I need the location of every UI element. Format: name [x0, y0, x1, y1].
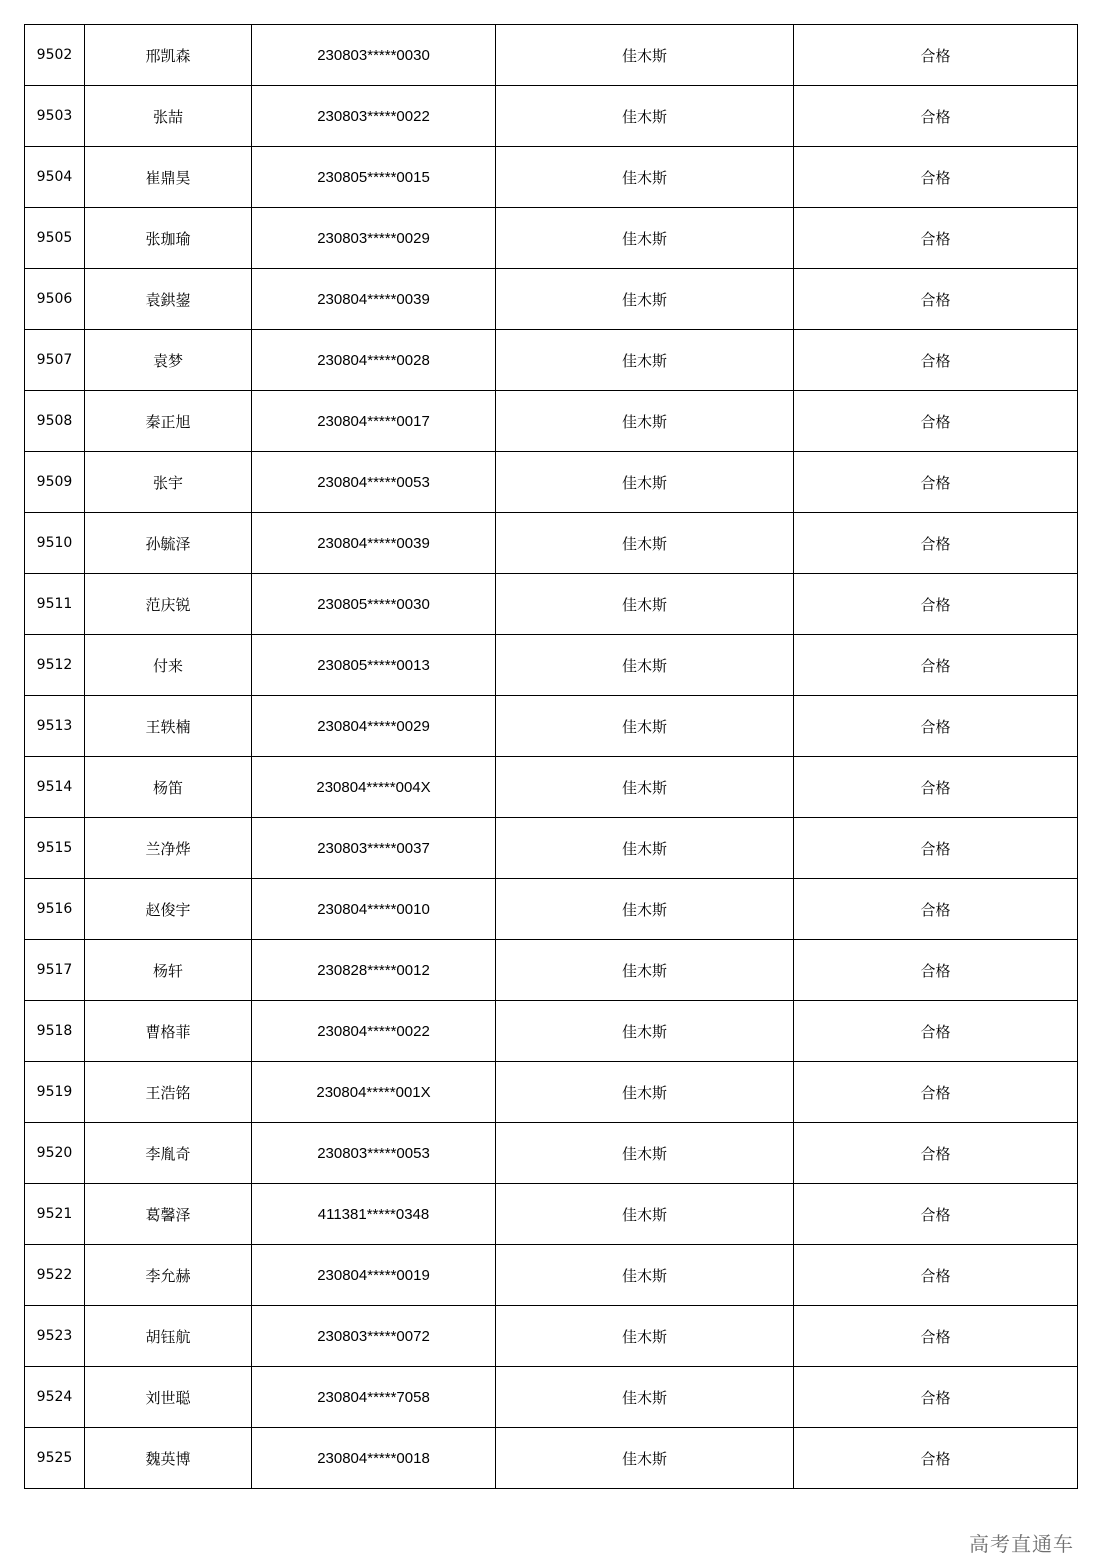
student-name: 张宇: [85, 452, 252, 513]
student-name: 邢凯森: [85, 25, 252, 86]
city: 佳木斯: [496, 330, 794, 391]
city: 佳木斯: [496, 1428, 794, 1489]
result-status: 合格: [794, 1245, 1078, 1306]
result-status: 合格: [794, 147, 1078, 208]
city: 佳木斯: [496, 757, 794, 818]
table-row: [25, 513, 1078, 574]
student-name: 张珈瑜: [85, 208, 252, 269]
result-status: 合格: [794, 574, 1078, 635]
id-number: 230804*****0018: [252, 1428, 496, 1489]
student-name: 杨轩: [85, 940, 252, 1001]
result-status: 合格: [794, 635, 1078, 696]
table-row: [25, 1306, 1078, 1367]
row-number: 9504: [25, 147, 85, 208]
student-name: 李胤奇: [85, 1123, 252, 1184]
row-number: 9520: [25, 1123, 85, 1184]
table-row: [25, 147, 1078, 208]
table-row: [25, 696, 1078, 757]
result-status: 合格: [794, 940, 1078, 1001]
city: 佳木斯: [496, 1123, 794, 1184]
result-status: 合格: [794, 1184, 1078, 1245]
student-name: 兰净烨: [85, 818, 252, 879]
student-name: 刘世聪: [85, 1367, 252, 1428]
result-status: 合格: [794, 1367, 1078, 1428]
student-name: 付来: [85, 635, 252, 696]
city: 佳木斯: [496, 940, 794, 1001]
table-row: [25, 452, 1078, 513]
result-status: 合格: [794, 208, 1078, 269]
row-number: 9518: [25, 1001, 85, 1062]
table-row: [25, 391, 1078, 452]
results-table-body: [25, 25, 1078, 1489]
student-name: 魏英博: [85, 1428, 252, 1489]
city: 佳木斯: [496, 574, 794, 635]
row-number: 9516: [25, 879, 85, 940]
row-number: 9510: [25, 513, 85, 574]
result-status: 合格: [794, 1428, 1078, 1489]
result-status: 合格: [794, 269, 1078, 330]
student-name: 秦正旭: [85, 391, 252, 452]
city: 佳木斯: [496, 696, 794, 757]
table-row: [25, 86, 1078, 147]
table-row: [25, 879, 1078, 940]
student-name: 曹格菲: [85, 1001, 252, 1062]
row-number: 9524: [25, 1367, 85, 1428]
student-name: 范庆锐: [85, 574, 252, 635]
table-row: [25, 1428, 1078, 1489]
row-number: 9517: [25, 940, 85, 1001]
student-name: 王轶楠: [85, 696, 252, 757]
id-number: 230804*****0029: [252, 696, 496, 757]
id-number: 230804*****0017: [252, 391, 496, 452]
result-status: 合格: [794, 1062, 1078, 1123]
table-row: [25, 1367, 1078, 1428]
table-row: [25, 1184, 1078, 1245]
city: 佳木斯: [496, 208, 794, 269]
table-row: [25, 330, 1078, 391]
student-name: 张喆: [85, 86, 252, 147]
result-status: 合格: [794, 86, 1078, 147]
student-name: 李允赫: [85, 1245, 252, 1306]
row-number: 9503: [25, 86, 85, 147]
result-status: 合格: [794, 513, 1078, 574]
row-number: 9525: [25, 1428, 85, 1489]
row-number: 9515: [25, 818, 85, 879]
result-status: 合格: [794, 1123, 1078, 1184]
id-number: 230804*****0022: [252, 1001, 496, 1062]
row-number: 9502: [25, 25, 85, 86]
row-number: 9519: [25, 1062, 85, 1123]
student-name: 葛馨泽: [85, 1184, 252, 1245]
id-number: 230804*****0039: [252, 269, 496, 330]
student-name: 王浩铭: [85, 1062, 252, 1123]
row-number: 9513: [25, 696, 85, 757]
table-row: [25, 635, 1078, 696]
result-status: 合格: [794, 330, 1078, 391]
result-status: 合格: [794, 879, 1078, 940]
row-number: 9512: [25, 635, 85, 696]
student-name: 袁鉷鋆: [85, 269, 252, 330]
row-number: 9511: [25, 574, 85, 635]
table-row: [25, 269, 1078, 330]
row-number: 9508: [25, 391, 85, 452]
city: 佳木斯: [496, 1001, 794, 1062]
city: 佳木斯: [496, 147, 794, 208]
city: 佳木斯: [496, 818, 794, 879]
watermark: 高考直通车: [969, 1532, 1074, 1556]
results-table: [24, 24, 1078, 1489]
row-number: 9507: [25, 330, 85, 391]
id-number: 230804*****004X: [252, 757, 496, 818]
result-status: 合格: [794, 757, 1078, 818]
city: 佳木斯: [496, 513, 794, 574]
id-number: 230803*****0072: [252, 1306, 496, 1367]
city: 佳木斯: [496, 452, 794, 513]
student-name: 杨笛: [85, 757, 252, 818]
row-number: 9514: [25, 757, 85, 818]
city: 佳木斯: [496, 86, 794, 147]
id-number: 411381*****0348: [252, 1184, 496, 1245]
student-name: 崔鼎昊: [85, 147, 252, 208]
id-number: 230803*****0037: [252, 818, 496, 879]
id-number: 230805*****0015: [252, 147, 496, 208]
id-number: 230803*****0053: [252, 1123, 496, 1184]
city: 佳木斯: [496, 25, 794, 86]
city: 佳木斯: [496, 391, 794, 452]
city: 佳木斯: [496, 1062, 794, 1123]
city: 佳木斯: [496, 1367, 794, 1428]
id-number: 230804*****0019: [252, 1245, 496, 1306]
city: 佳木斯: [496, 1184, 794, 1245]
result-status: 合格: [794, 452, 1078, 513]
city: 佳木斯: [496, 269, 794, 330]
table-row: [25, 818, 1078, 879]
city: 佳木斯: [496, 1245, 794, 1306]
table-row: [25, 1062, 1078, 1123]
id-number: 230803*****0030: [252, 25, 496, 86]
id-number: 230805*****0013: [252, 635, 496, 696]
student-name: 赵俊宇: [85, 879, 252, 940]
results-table-container: [24, 24, 1077, 1489]
table-row: [25, 1123, 1078, 1184]
student-name: 胡钰航: [85, 1306, 252, 1367]
result-status: 合格: [794, 391, 1078, 452]
id-number: 230804*****0010: [252, 879, 496, 940]
id-number: 230828*****0012: [252, 940, 496, 1001]
id-number: 230805*****0030: [252, 574, 496, 635]
id-number: 230803*****0022: [252, 86, 496, 147]
row-number: 9521: [25, 1184, 85, 1245]
city: 佳木斯: [496, 1306, 794, 1367]
table-row: [25, 574, 1078, 635]
id-number: 230804*****001X: [252, 1062, 496, 1123]
row-number: 9505: [25, 208, 85, 269]
id-number: 230804*****0039: [252, 513, 496, 574]
row-number: 9522: [25, 1245, 85, 1306]
table-row: [25, 1245, 1078, 1306]
table-row: [25, 940, 1078, 1001]
table-row: [25, 757, 1078, 818]
row-number: 9509: [25, 452, 85, 513]
id-number: 230804*****7058: [252, 1367, 496, 1428]
student-name: 袁梦: [85, 330, 252, 391]
id-number: 230803*****0029: [252, 208, 496, 269]
row-number: 9523: [25, 1306, 85, 1367]
student-name: 孙毓泽: [85, 513, 252, 574]
result-status: 合格: [794, 696, 1078, 757]
city: 佳木斯: [496, 879, 794, 940]
result-status: 合格: [794, 1001, 1078, 1062]
city: 佳木斯: [496, 635, 794, 696]
row-number: 9506: [25, 269, 85, 330]
id-number: 230804*****0028: [252, 330, 496, 391]
table-row: [25, 25, 1078, 86]
result-status: 合格: [794, 1306, 1078, 1367]
result-status: 合格: [794, 818, 1078, 879]
table-row: [25, 208, 1078, 269]
result-status: 合格: [794, 25, 1078, 86]
table-row: [25, 1001, 1078, 1062]
id-number: 230804*****0053: [252, 452, 496, 513]
